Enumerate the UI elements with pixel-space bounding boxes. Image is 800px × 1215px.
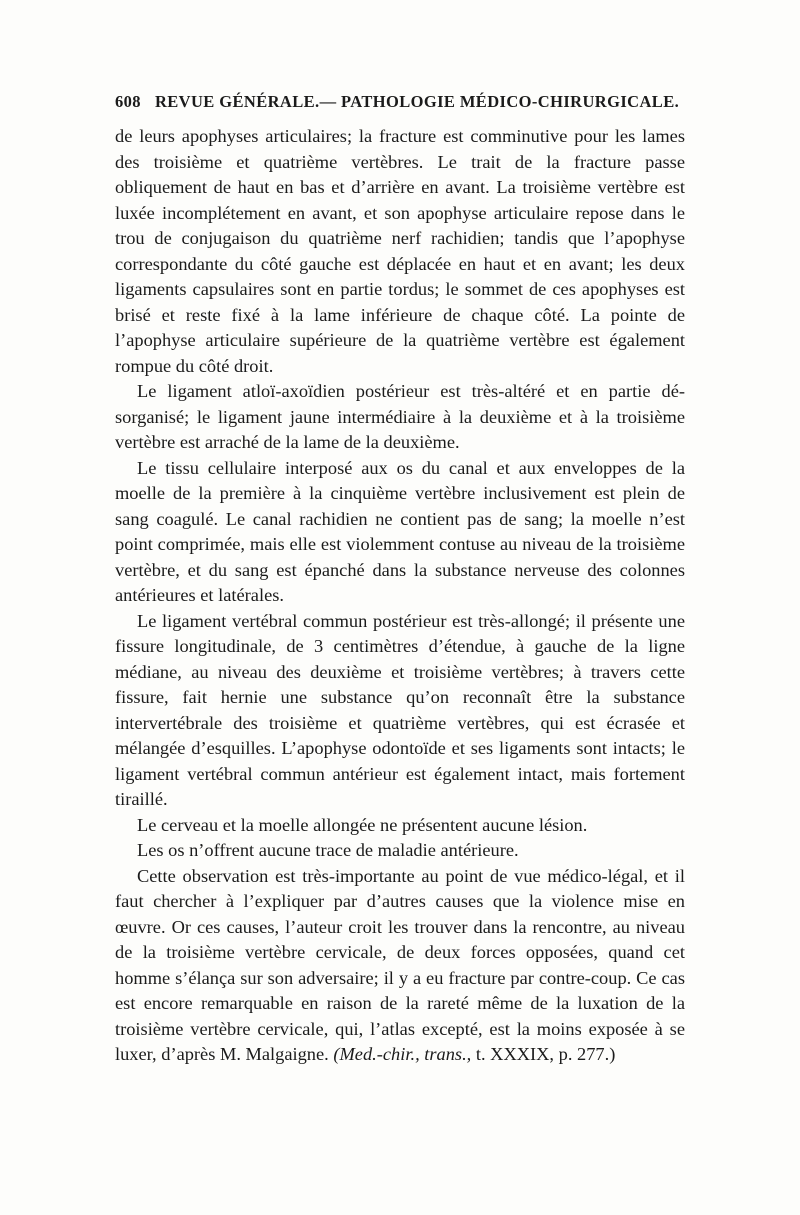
observation-text: Cette observation est très-importante au point de vue médico-légal, et il faut chercher à l’expliquer par d’autres causes que la violence mise en œuvre. Or ces causes, l’auteur croit les trouver dans la rencontre, au niveau de la troisième vertèbre cervicale, de deux forces opposées, quand cet homme s’élança sur son adversaire; il y a eu fracture par contre-coup. Ce cas est encore remarquable en raison de la rareté même de la luxation de la troisième vertèbre cervicale, qui, l’atlas excepté, est la moins exposée à se luxer, d’après M. Malgaigne. <box>115 865 685 1064</box>
journal-reference: (Med.-chir., trans., <box>333 1044 472 1064</box>
running-header <box>115 92 685 120</box>
running-title: REVUE GÉNÉRALE.— PATHOLOGIE MÉDICO-CHIRURGICALE. <box>154 92 680 111</box>
page-number: 608 <box>115 92 141 111</box>
paragraph-ligament-vertebral: Le ligament vertébral commun postérieur est très-allongé; il présente une fissure longitudinale, de 3 centimètres d’étendue, à gauche de la ligne médiane, au niveau des deuxième et troisième vertèbres; à travers cette fissure, fait hernie une substance qu’on reconnaît être la substance intervertébrale des troisième et quatrième vertèbres, qui est écrasée et mélangée d’esquilles. L’apophyse odontoïde et ses ligaments sont intacts; le ligament vertébral commun antérieur est également intact, mais fortement tiraillé. <box>115 610 685 809</box>
paragraph-fracture-description: de leurs apophyses articulaires; la fracture est comminutive pour les lames des troisième et quatrième vertèbres. Le trait de la fracture passe obliquement de haut en bas et d’arrière en avant. La troisième vertèbre est luxée incomplétement en avant, et son apophyse articulaire repose dans le trou de conjugaison du quatrième nerf rachidien; tandis que l’apophyse correspondante du côté gauche est déplacée en haut et en avant; les deux ligaments capsulaires sont en partie tordus; le sommet de ces apophyses est brisé et reste fixé à la lame inférieure de chaque côté. La pointe de l’apophyse articulaire supérieure de la quatrième vertèbre est également rompue du côté droit. <box>115 126 685 376</box>
paragraph-os: Les os n’offrent aucune trace de maladie antérieure. <box>137 840 519 860</box>
book-page <box>115 92 685 1068</box>
paragraph-observation <box>115 864 685 1068</box>
paragraph-cerveau: Le cerveau et la moelle allongée ne présentent aucune lésion. <box>137 814 588 835</box>
paragraph-tissu-cellulaire: Le tissu cellulaire interposé aux os du canal et aux enveloppes de la moelle de la première à la cinquième vertèbre inclusivement est plein de sang coagulé. Le canal rachidien ne contient pas de sang; la moelle n’est point comprimée, mais elle est violemment contuse au niveau de la troisième vertèbre, et du sang est épanché dans la substance nerveuse des colonnes antérieures et latérales. <box>115 457 685 605</box>
body-text <box>115 124 685 1068</box>
paragraph-ligament-atloido-axoidien: Le ligament atloï-axoïdien postérieur est très-altéré et en partie désorganisé; le ligament jaune intermédiaire à la deuxième et à la troisième vertèbre est arraché de la lame de la deuxième. <box>115 381 685 452</box>
reference-tail: t. XXXIX, p. 277.) <box>471 1044 616 1064</box>
